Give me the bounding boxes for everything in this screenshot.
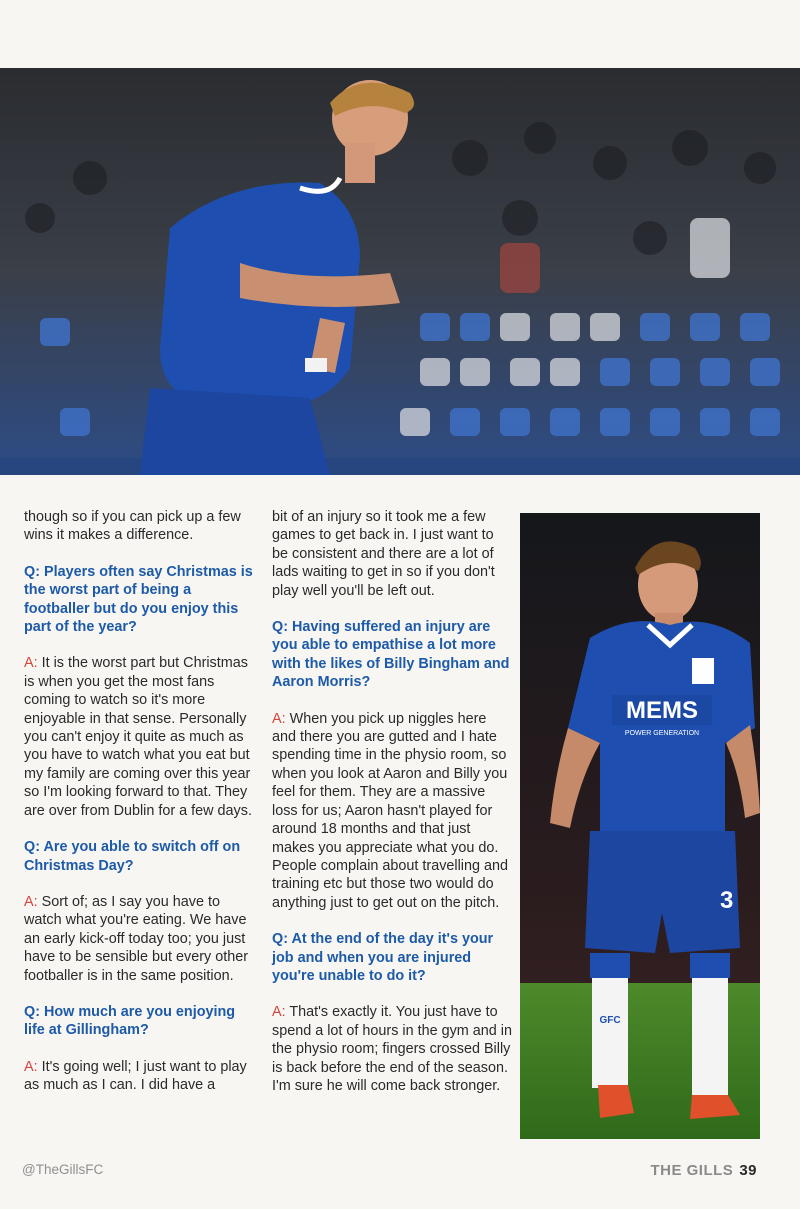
answer-label: A:	[24, 655, 38, 672]
article-paragraph: though so if you can pick up a few wins it makes a difference.	[24, 509, 241, 544]
question-heading: Q: Players often say Christmas is the worst part of being a footballer but do you enjoy this part of the year?	[24, 563, 253, 636]
shirt-sponsor: MEMS	[626, 697, 698, 724]
article-column-1	[24, 508, 256, 1113]
answer-paragraph	[272, 710, 512, 912]
answer-text: It's going well; I just want to play as much as I can. I did have a	[24, 1058, 247, 1094]
question-heading: Q: How much are you enjoying life at Gillingham?	[24, 1003, 236, 1039]
question-heading: Q: Are you able to switch off on Christmas Day?	[24, 839, 241, 874]
answer-text: That's exactly it. You just have to spend a lot of hours in the gym and in the physio room; fingers crossed Billy is back before the end of the season. I'm sure he will come back stronger.	[272, 1004, 512, 1094]
answer-label: A:	[272, 710, 286, 727]
page-number: 39	[739, 1162, 757, 1179]
answer-paragraph	[24, 893, 256, 985]
question-heading: Q: At the end of the day it's your job and when you are injured you're unable to do it?	[272, 931, 494, 984]
sock-text: GFC	[599, 1015, 621, 1026]
shorts-number: 3	[720, 887, 734, 914]
answer-paragraph	[24, 654, 256, 820]
answer-text: When you pick up niggles here and there you are gutted and I hate spending time in the physio room, so when you look at Aaron and Billy you feel for them. They are a massive loss for us; Aaron hasn't played for around 18 months and that just makes you appreciate what you do. People complain about travelling and training etc but those two would do anything just to get out on the pitch.	[272, 710, 509, 911]
answer-label: A:	[24, 893, 38, 910]
hero-photo	[0, 68, 800, 475]
hero-photo-illustration	[0, 68, 800, 475]
answer-text: Sort of; as I say you have to watch what you're eating. We have an early kick-off today too; you just have to be sensible but every other footballer is in the same position.	[24, 893, 248, 984]
answer-paragraph	[272, 1003, 512, 1095]
answer-paragraph	[24, 1058, 256, 1095]
footer-magazine-name: THE GILLS	[650, 1162, 734, 1179]
question-heading: Q: Having suffered an injury are you able to empathise a lot more with the likes of Billy Bingham and Aaron Morris?	[272, 619, 510, 691]
answer-text: It is the worst part but Christmas is when you get the most fans coming to watch so it's more enjoyable in that sense. Personally you can't enjoy it quite as much as you have to watch what you eat but my family are coming over this year so I'm looking forward to that. They are over from Dublin for a few days.	[24, 655, 252, 819]
answer-label: A:	[24, 1058, 38, 1075]
player-photo	[520, 513, 760, 1139]
article-column-2	[272, 508, 512, 1113]
player-photo-illustration	[520, 513, 760, 1139]
answer-label: A:	[272, 1004, 286, 1021]
footer-page-label	[650, 1162, 757, 1179]
article-paragraph: bit of an injury so it took me a few games to get back in. I just want to be consistent and there are a lot of lads waiting to get in so if you don't play well you'll be left out.	[272, 509, 495, 599]
shirt-sponsor-sub: POWER GENERATION	[624, 730, 700, 737]
footer-social-handle: @TheGillsFC	[22, 1162, 104, 1177]
